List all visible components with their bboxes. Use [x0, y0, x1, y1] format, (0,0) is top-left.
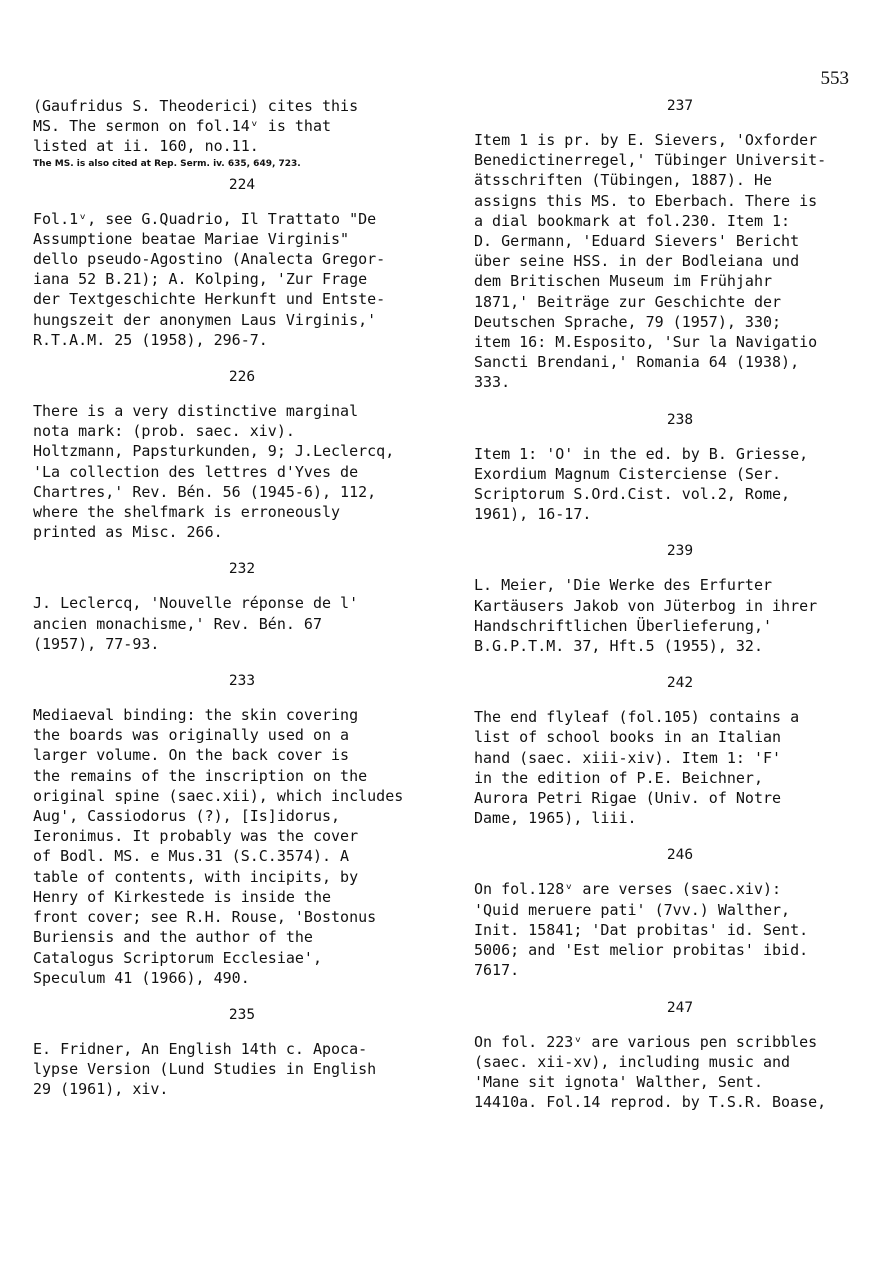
entry-number: 239 — [666, 543, 694, 560]
entry-number: 242 — [666, 675, 694, 692]
entry-text: L. Meier, 'Die Werke des Erfurter Kartäusers Jakob von Jüterbog in ihrer Handschriftlichen Überlieferung,' B.G.P.T.M. 37, Hft.5 (1955), 32. — [474, 576, 818, 656]
entry-text: On fol. 223ᵛ are various pen scribbles (saec. xii-xv), including music and 'Mane sit ignota' Walther, Sent. 14410a. Fol.14 reprod. by T.S.R. Boase, — [474, 1032, 827, 1112]
entry-number: 226 — [228, 369, 256, 386]
entry-text: Item 1: 'O' in the ed. by B. Griesse, Exordium Magnum Cisterciense (Ser. Scriptorum S.Ord.Cist. vol.2, Rome, 1961), 16-17. — [474, 444, 809, 524]
entry-text: Fol.1ᵛ, see G.Quadrio, Il Trattato "De Assumptione beatae Mariae Virginis" dello pseudo-Agostino (Analecta Gregor- iana 52 B.21); A. Kolping, 'Zur Frage der Textgeschichte Herkunft und Entste- hungszeit der anonymen Laus Virginis,' R.T.A.M. 25 (1958), 296-7. — [33, 209, 386, 349]
entry-238 — [474, 410, 886, 525]
right-column — [474, 96, 886, 1129]
entry-232 — [33, 559, 451, 654]
entry-235 — [33, 1005, 451, 1100]
entry-number: 232 — [228, 561, 256, 578]
entry-text: (Gaufridus S. Theoderici) cites this MS. The sermon on fol.14ᵛ is that listed at ii. 160, no.11. — [33, 97, 359, 156]
entry-246 — [474, 845, 886, 980]
entry-number: 237 — [666, 98, 694, 114]
entry-number: 235 — [228, 1006, 256, 1023]
entry-continuation — [33, 96, 451, 171]
entry-224 — [33, 175, 451, 350]
handwritten-note: The MS. is also cited at Rep. Serm. iv. 635, 649, 723. — [33, 158, 301, 169]
entry-number: 224 — [228, 176, 256, 193]
entry-text: J. Leclercq, 'Nouvelle réponse de l' ancien monachisme,' Rev. Bén. 67 (1957), 77-93. — [33, 594, 359, 653]
entry-number: 233 — [228, 673, 256, 690]
entry-text: There is a very distinctive marginal nota mark: (prob. saec. xiv). Holtzmann, Papsturkunden, 9; J.Leclercq, 'La collection des lettres d'Yves de Chartres,' Rev. Bén. 56 (1945-6), 112, where the shelfmark is erroneously printed as Misc. 266. — [33, 402, 395, 542]
entry-233 — [33, 671, 451, 988]
entry-226 — [33, 367, 451, 542]
entry-number: 247 — [666, 999, 694, 1016]
entry-237 — [474, 96, 886, 393]
entry-242 — [474, 673, 886, 828]
entry-239 — [474, 541, 886, 656]
entry-number: 246 — [666, 847, 694, 864]
entry-text: On fol.128ᵛ are verses (saec.xiv): 'Quid meruere pati' (7vv.) Walther, Init. 15841; 'Dat probitas' id. Sent. 5006; and 'Est melior probitas' ibid. 7617. — [474, 880, 809, 980]
entry-text: Mediaeval binding: the skin covering the boards was originally used on a larger volume. On the back cover is the remains of the inscription on the original spine (saec.xii), which includes Aug', Cassiodorus (?), [Is]idorus, Ieronimus. It probably was the cover of Bodl. MS. e Mus.31 (S.C.3574). A table of contents, with incipits, by Henry of Kirkestede is inside the front cover; see R.H. Rouse, 'Bostonus Buriensis and the author of the Catalogus Scriptorum Ecclesiae', Speculum 41 (1966), 490. — [33, 706, 404, 987]
entry-text: Item 1 is pr. by E. Sievers, 'Oxforder Benedictinerregel,' Tübinger Universit- ätsschriften (Tübingen, 1887). He assigns this MS. to Eberbach. There is a dial bookmark at fol.230. Item 1: D. Germann, 'Eduard Sievers' Bericht über seine HSS. in der Bodleiana und dem Britischen Museum im Frühjahr 1871,' Beiträge zur Geschichte der Deutschen Sprache, 79 (1957), 330; item 16: M.Esposito, 'Sur la Navigatio Sancti Brendani,' Romania 64 (1938), 333. — [474, 131, 827, 392]
entry-247 — [474, 998, 886, 1113]
entry-text: The end flyleaf (fol.105) contains a list of school books in an Italian hand (saec. xiii-xiv). Item 1: 'F' in the edition of P.E. Beichner, Aurora Petri Rigae (Univ. of Notre Dame, 1965), liii. — [474, 708, 800, 828]
page-number: 553 — [820, 68, 849, 89]
left-column — [33, 96, 451, 1117]
entry-number: 238 — [666, 411, 694, 428]
entry-text: E. Fridner, An English 14th c. Apoca- lypse Version (Lund Studies in English 29 (1961), xiv. — [33, 1039, 377, 1099]
